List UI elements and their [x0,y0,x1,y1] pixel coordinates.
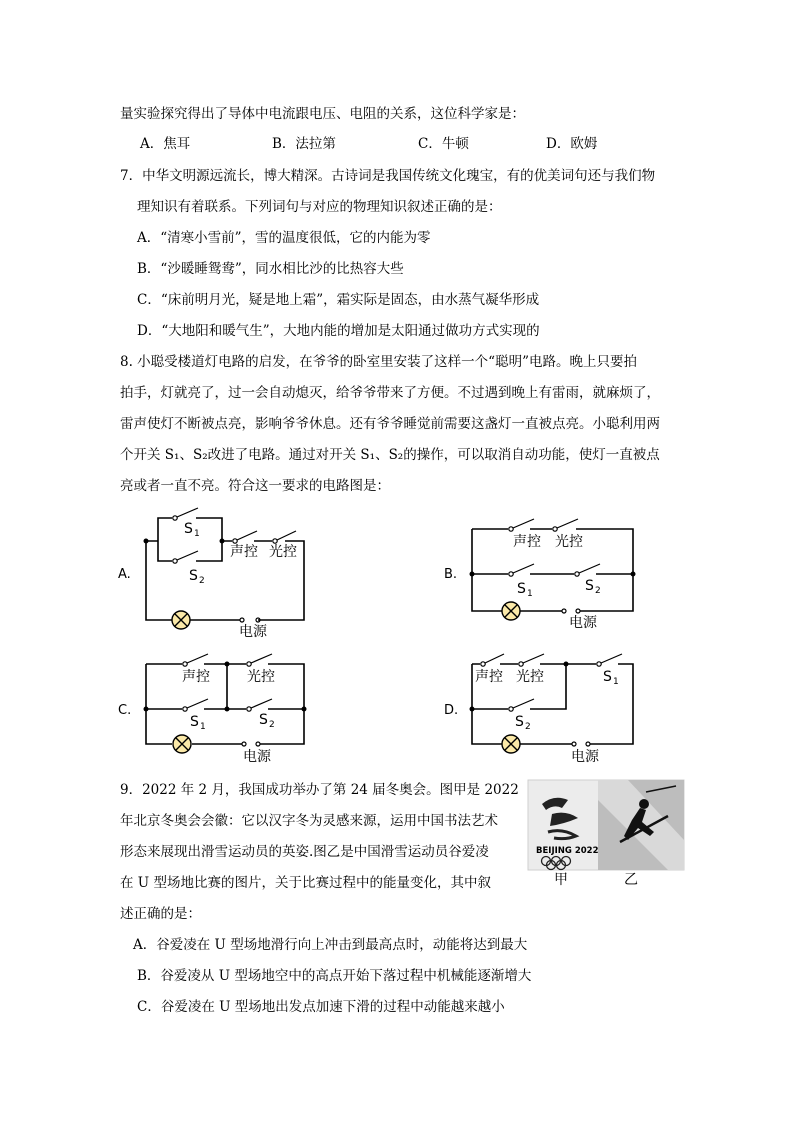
q9-option-b[interactable]: B．谷爱凌从 U 型场地空中的高点开始下落过程中机械能逐渐增大 [137,968,532,984]
svg-text:1: 1 [194,529,200,539]
skier-photo-image [598,780,684,870]
label-s1: S [603,669,612,685]
q9-stem-line-5: 述正确的是： [120,906,201,922]
q9-stem-line-3: 形态来展现出滑雪运动员的英姿.图乙是中国滑雪运动员谷爱凌 [120,844,489,860]
svg-text:2: 2 [595,586,601,596]
q8-stem-line-3: 雷声使灯不断被点亮，影响爷爷休息。还有爷爷睡觉前需要这盏灯一直被点亮。小聪利用两 [120,416,660,432]
q7-option-c[interactable]: C．“床前明月光，疑是地上霜”，霜实际是固态，由水蒸气凝华形成 [137,292,540,308]
q9-option-a[interactable]: A．谷爱凌在 U 型场地滑行向上冲击到最高点时，动能将达到最大 [133,937,528,953]
q7-option-b[interactable]: B．“沙暖睡鸳鸯”，同水相比沙的比热容大些 [137,261,404,277]
q9-stem-line-1: 9．2022 年 2 月，我国成功举办了第 24 届冬奥会。图甲是 2022 [120,782,519,798]
label-power: 电源 [569,615,597,631]
label-s2: S [259,712,268,728]
svg-text:1: 1 [527,589,533,599]
label-sound: 声控 [475,669,503,685]
svg-text:2: 2 [525,722,531,732]
q6-option-d[interactable]: D．欧姆 [546,136,598,152]
q9-option-c[interactable]: C．谷爱凌在 U 型场地出发点加速下滑的过程中动能越来越小 [137,999,505,1015]
label-s2: S [189,568,198,584]
circuit-b-label[interactable]: B. [444,567,458,582]
label-sound: 声控 [182,669,210,685]
label-sound: 声控 [513,534,541,550]
emblem-text: BEIJING 2022 [536,846,599,856]
svg-text:2: 2 [199,576,205,586]
label-light: 光控 [269,544,297,560]
label-power: 电源 [243,749,271,765]
q7-option-d[interactable]: D．“大地阳和暖气生”，大地内能的增加是太阳通过做功方式实现的 [137,323,540,339]
q9-figure [528,780,684,888]
q6-option-c[interactable]: C．牛顿 [418,136,469,152]
q6-line: 量实验探究得出了导体中电流跟电压、电阻的关系，这位科学家是： [120,106,525,122]
circuit-a-label[interactable]: A. [118,567,131,582]
svg-text:2: 2 [269,720,275,730]
svg-text:1: 1 [613,677,619,687]
q8-stem-line-2: 拍手，灯就亮了，过一会自动熄灭，给爷爷带来了方便。不过遇到晚上有雷雨，就麻烦了， [120,385,660,401]
label-jia: 甲 [554,872,568,888]
label-s1: S [190,714,199,730]
q8-stem-line-5: 亮或者一直不亮。符合这一要求的电路图是： [120,478,390,494]
q7-stem-line-1: 7．中华文明源远流长，博大精深。古诗词是我国传统文化瑰宝，有的优美词句还与我们物 [120,168,656,184]
q7-option-a[interactable]: A．“清寒小雪前”，雪的温度很低，它的内能为零 [137,230,431,246]
q9-stem-line-4: 在 U 型场地比赛的图片，关于比赛过程中的能量变化，其中叙 [120,875,491,891]
label-s2: S [585,578,594,594]
label-s1: S [184,521,193,537]
q9-stem-line-2: 年北京冬奥会会徽：它以汉字冬为灵感来源，运用中国书法艺术 [120,813,498,829]
q6-option-a[interactable]: A．焦耳 [140,136,191,152]
circuit-c-label[interactable]: C. [118,703,132,718]
q6-option-b[interactable]: B．法拉第 [272,136,336,152]
label-s2: S [515,714,524,730]
label-power: 电源 [239,624,267,640]
q8-stem-line-4: 个开关 S₁、S₂改进了电路。通过对开关 S₁、S₂的操作，可以取消自动功能，使灯一直被点 [120,447,660,463]
power-source-icon [572,742,590,746]
label-light: 光控 [555,534,583,550]
label-power: 电源 [571,749,599,765]
label-yi: 乙 [624,872,638,888]
label-light: 光控 [516,669,544,685]
lamp-icon [502,735,520,753]
label-sound: 声控 [230,544,258,560]
circuit-d-label[interactable]: D. [444,703,459,718]
q8-stem-line-1: 8. 小聪受楼道灯电路的启发，在爷爷的卧室里安装了这样一个“聪明”电路。晚上只要拍 [120,354,637,370]
label-s1: S [517,581,526,597]
q7-stem-line-2: 理知识有着联系。下列词句与对应的物理知识叙述正确的是： [137,199,502,215]
label-light: 光控 [247,669,275,685]
svg-text:1: 1 [200,722,206,732]
